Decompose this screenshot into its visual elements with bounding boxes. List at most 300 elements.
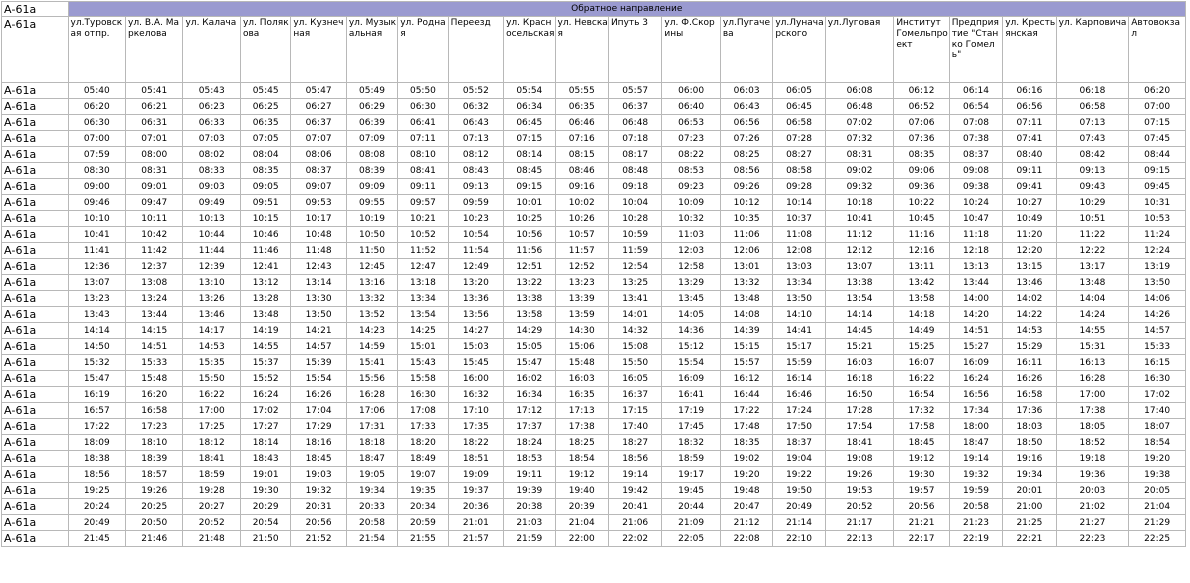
time-cell: 18:24 (504, 435, 555, 451)
time-cell: 19:04 (773, 451, 825, 467)
time-cell: 10:15 (240, 211, 290, 227)
row-route-label: А-61а (2, 259, 69, 275)
time-cell: 22:00 (555, 531, 608, 547)
time-cell: 06:32 (448, 99, 503, 115)
time-cell: 06:35 (555, 99, 608, 115)
time-cell: 14:36 (662, 323, 720, 339)
time-cell: 13:59 (555, 307, 608, 323)
time-cell: 17:37 (504, 419, 555, 435)
time-cell: 18:00 (949, 419, 1002, 435)
row-route-label: А-61а (2, 499, 69, 515)
time-cell: 13:08 (126, 275, 183, 291)
time-cell: 13:13 (949, 259, 1002, 275)
time-cell: 11:54 (448, 243, 503, 259)
time-cell: 21:57 (448, 531, 503, 547)
time-cell: 16:24 (949, 371, 1002, 387)
time-cell: 13:50 (291, 307, 346, 323)
time-cell: 17:13 (555, 403, 608, 419)
time-cell: 14:18 (894, 307, 949, 323)
time-cell: 10:09 (662, 195, 720, 211)
time-cell: 10:32 (662, 211, 720, 227)
time-cell: 08:53 (662, 163, 720, 179)
time-cell: 10:46 (240, 227, 290, 243)
time-cell: 21:59 (504, 531, 555, 547)
time-cell: 18:51 (448, 451, 503, 467)
time-cell: 07:36 (894, 131, 949, 147)
time-cell: 13:25 (608, 275, 661, 291)
time-cell: 21:14 (773, 515, 825, 531)
table-row (2, 163, 1186, 179)
time-cell: 07:05 (240, 131, 290, 147)
time-cell: 13:46 (183, 307, 240, 323)
time-cell: 09:43 (1056, 179, 1129, 195)
time-cell: 10:45 (894, 211, 949, 227)
time-cell: 08:08 (346, 147, 397, 163)
time-cell: 21:12 (720, 515, 772, 531)
time-cell: 06:45 (504, 115, 555, 131)
time-cell: 15:41 (346, 355, 397, 371)
time-cell: 14:55 (1056, 323, 1129, 339)
time-cell: 17:00 (1056, 387, 1129, 403)
time-cell: 19:39 (504, 483, 555, 499)
time-cell: 21:46 (126, 531, 183, 547)
time-cell: 11:08 (773, 227, 825, 243)
time-cell: 09:13 (1056, 163, 1129, 179)
table-row (2, 515, 1186, 531)
time-cell: 07:00 (1129, 99, 1186, 115)
time-cell: 14:49 (894, 323, 949, 339)
time-cell: 13:41 (608, 291, 661, 307)
time-cell: 14:53 (183, 339, 240, 355)
time-cell: 09:05 (240, 179, 290, 195)
time-cell: 20:49 (68, 515, 125, 531)
time-cell: 17:22 (68, 419, 125, 435)
table-row (2, 83, 1186, 99)
time-cell: 05:45 (240, 83, 290, 99)
time-cell: 12:45 (346, 259, 397, 275)
time-cell: 11:48 (291, 243, 346, 259)
time-cell: 18:41 (825, 435, 894, 451)
time-cell: 13:01 (720, 259, 772, 275)
time-cell: 13:20 (448, 275, 503, 291)
time-cell: 20:25 (126, 499, 183, 515)
time-cell: 14:30 (555, 323, 608, 339)
time-cell: 14:17 (183, 323, 240, 339)
time-cell: 05:52 (448, 83, 503, 99)
row-route-label: А-61а (2, 243, 69, 259)
time-cell: 20:49 (773, 499, 825, 515)
time-cell: 07:28 (773, 131, 825, 147)
header-route-label: А-61а (2, 17, 69, 83)
time-cell: 16:22 (894, 371, 949, 387)
time-cell: 11:20 (1003, 227, 1056, 243)
time-cell: 21:04 (1129, 499, 1186, 515)
time-cell: 12:36 (68, 259, 125, 275)
row-route-label: А-61а (2, 403, 69, 419)
time-cell: 19:20 (1129, 451, 1186, 467)
time-cell: 17:35 (448, 419, 503, 435)
time-cell: 20:36 (448, 499, 503, 515)
time-cell: 11:18 (949, 227, 1002, 243)
table-row (2, 403, 1186, 419)
time-cell: 06:58 (773, 115, 825, 131)
stop-header: Автовокзал (1129, 17, 1186, 83)
time-cell: 08:37 (949, 147, 1002, 163)
table-row (2, 243, 1186, 259)
time-cell: 10:35 (720, 211, 772, 227)
time-cell: 11:50 (346, 243, 397, 259)
row-route-label: А-61а (2, 195, 69, 211)
table-row (2, 275, 1186, 291)
time-cell: 14:57 (291, 339, 346, 355)
time-cell: 11:16 (894, 227, 949, 243)
time-cell: 19:03 (291, 467, 346, 483)
time-cell: 09:41 (1003, 179, 1056, 195)
time-cell: 14:05 (662, 307, 720, 323)
time-cell: 13:43 (68, 307, 125, 323)
table-row (2, 291, 1186, 307)
time-cell: 15:33 (126, 355, 183, 371)
time-cell: 20:38 (504, 499, 555, 515)
time-cell: 06:52 (894, 99, 949, 115)
row-route-label: А-61а (2, 179, 69, 195)
time-cell: 18:39 (126, 451, 183, 467)
row-route-label: А-61а (2, 211, 69, 227)
time-cell: 15:48 (126, 371, 183, 387)
time-cell: 16:30 (398, 387, 448, 403)
time-cell: 13:34 (773, 275, 825, 291)
time-cell: 15:01 (398, 339, 448, 355)
time-cell: 13:50 (1129, 275, 1186, 291)
time-cell: 10:50 (346, 227, 397, 243)
time-cell: 18:50 (1003, 435, 1056, 451)
time-cell: 17:31 (346, 419, 397, 435)
time-cell: 16:12 (720, 371, 772, 387)
time-cell: 13:54 (398, 307, 448, 323)
time-cell: 21:29 (1129, 515, 1186, 531)
time-cell: 13:48 (720, 291, 772, 307)
time-cell: 16:44 (720, 387, 772, 403)
time-cell: 13:22 (504, 275, 555, 291)
time-cell: 13:30 (291, 291, 346, 307)
time-cell: 17:22 (720, 403, 772, 419)
time-cell: 19:37 (448, 483, 503, 499)
time-cell: 12:16 (894, 243, 949, 259)
time-cell: 12:08 (773, 243, 825, 259)
time-cell: 20:05 (1129, 483, 1186, 499)
time-cell: 18:37 (773, 435, 825, 451)
time-cell: 15:50 (183, 371, 240, 387)
time-cell: 13:38 (825, 275, 894, 291)
time-cell: 15:59 (773, 355, 825, 371)
time-cell: 18:52 (1056, 435, 1129, 451)
time-cell: 12:18 (949, 243, 1002, 259)
time-cell: 22:21 (1003, 531, 1056, 547)
time-cell: 13:19 (1129, 259, 1186, 275)
stop-header: Ипуть 3 (608, 17, 661, 83)
time-cell: 22:25 (1129, 531, 1186, 547)
time-cell: 22:17 (894, 531, 949, 547)
time-cell: 15:06 (555, 339, 608, 355)
time-cell: 19:20 (720, 467, 772, 483)
time-cell: 22:10 (773, 531, 825, 547)
time-cell: 19:11 (504, 467, 555, 483)
time-cell: 07:06 (894, 115, 949, 131)
time-cell: 12:43 (291, 259, 346, 275)
time-cell: 12:12 (825, 243, 894, 259)
time-cell: 22:08 (720, 531, 772, 547)
table-row (2, 147, 1186, 163)
stop-header: ул. Полякова (240, 17, 290, 83)
time-cell: 17:06 (346, 403, 397, 419)
time-cell: 16:35 (555, 387, 608, 403)
time-cell: 09:49 (183, 195, 240, 211)
row-route-label: А-61а (2, 531, 69, 547)
time-cell: 15:15 (720, 339, 772, 355)
time-cell: 06:27 (291, 99, 346, 115)
time-cell: 06:43 (720, 99, 772, 115)
time-cell: 09:11 (1003, 163, 1056, 179)
time-cell: 06:48 (825, 99, 894, 115)
time-cell: 14:19 (240, 323, 290, 339)
time-cell: 17:12 (504, 403, 555, 419)
time-cell: 09:46 (68, 195, 125, 211)
time-cell: 16:03 (825, 355, 894, 371)
time-cell: 15:37 (240, 355, 290, 371)
time-cell: 16:37 (608, 387, 661, 403)
time-cell: 08:22 (662, 147, 720, 163)
time-cell: 07:11 (398, 131, 448, 147)
time-cell: 06:20 (68, 99, 125, 115)
time-cell: 18:45 (894, 435, 949, 451)
time-cell: 08:48 (608, 163, 661, 179)
row-route-label: А-61а (2, 323, 69, 339)
time-cell: 13:58 (894, 291, 949, 307)
time-cell: 17:08 (398, 403, 448, 419)
time-cell: 17:29 (291, 419, 346, 435)
table-row (2, 195, 1186, 211)
time-cell: 14:39 (720, 323, 772, 339)
time-cell: 07:01 (126, 131, 183, 147)
time-cell: 06:41 (398, 115, 448, 131)
time-cell: 13:18 (398, 275, 448, 291)
stop-header: ул. Кузнечная (291, 17, 346, 83)
time-cell: 09:45 (1129, 179, 1186, 195)
time-cell: 10:01 (504, 195, 555, 211)
time-cell: 15:39 (291, 355, 346, 371)
time-cell: 18:56 (608, 451, 661, 467)
time-cell: 06:37 (608, 99, 661, 115)
time-cell: 06:56 (720, 115, 772, 131)
time-cell: 10:51 (1056, 211, 1129, 227)
time-cell: 09:03 (183, 179, 240, 195)
table-row (2, 227, 1186, 243)
time-cell: 21:54 (346, 531, 397, 547)
time-cell: 17:33 (398, 419, 448, 435)
time-cell: 15:33 (1129, 339, 1186, 355)
time-cell: 16:11 (1003, 355, 1056, 371)
time-cell: 18:03 (1003, 419, 1056, 435)
time-cell: 06:03 (720, 83, 772, 99)
time-cell: 10:44 (183, 227, 240, 243)
time-cell: 13:42 (894, 275, 949, 291)
time-cell: 14:29 (504, 323, 555, 339)
time-cell: 14:08 (720, 307, 772, 323)
time-cell: 14:04 (1056, 291, 1129, 307)
stop-header: Предприятие "Станко Гомель" (949, 17, 1002, 83)
row-route-label: А-61а (2, 147, 69, 163)
time-cell: 18:57 (126, 467, 183, 483)
time-cell: 06:30 (398, 99, 448, 115)
time-cell: 10:49 (1003, 211, 1056, 227)
stop-header: ул.Туровская отпр. (68, 17, 125, 83)
time-cell: 13:44 (949, 275, 1002, 291)
time-cell: 14:25 (398, 323, 448, 339)
row-route-label: А-61а (2, 371, 69, 387)
time-cell: 05:55 (555, 83, 608, 99)
time-cell: 09:51 (240, 195, 290, 211)
time-cell: 10:28 (608, 211, 661, 227)
time-cell: 17:02 (240, 403, 290, 419)
time-cell: 06:16 (1003, 83, 1056, 99)
time-cell: 12:03 (662, 243, 720, 259)
time-cell: 19:53 (825, 483, 894, 499)
time-cell: 17:02 (1129, 387, 1186, 403)
time-cell: 06:18 (1056, 83, 1129, 99)
time-cell: 16:18 (825, 371, 894, 387)
time-cell: 16:34 (504, 387, 555, 403)
time-cell: 16:15 (1129, 355, 1186, 371)
time-cell: 14:51 (949, 323, 1002, 339)
time-cell: 16:41 (662, 387, 720, 403)
time-cell: 06:54 (949, 99, 1002, 115)
table-row (2, 259, 1186, 275)
time-cell: 09:09 (346, 179, 397, 195)
time-cell: 07:11 (1003, 115, 1056, 131)
time-cell: 13:17 (1056, 259, 1129, 275)
time-cell: 11:22 (1056, 227, 1129, 243)
time-cell: 13:14 (291, 275, 346, 291)
time-cell: 06:21 (126, 99, 183, 115)
time-cell: 11:59 (608, 243, 661, 259)
time-cell: 12:24 (1129, 243, 1186, 259)
time-cell: 10:56 (504, 227, 555, 243)
time-cell: 18:20 (398, 435, 448, 451)
time-cell: 18:05 (1056, 419, 1129, 435)
time-cell: 21:23 (949, 515, 1002, 531)
time-cell: 16:57 (68, 403, 125, 419)
time-cell: 18:54 (1129, 435, 1186, 451)
time-cell: 18:10 (126, 435, 183, 451)
time-cell: 19:02 (720, 451, 772, 467)
stop-header: ул. Родная (398, 17, 448, 83)
time-cell: 20:01 (1003, 483, 1056, 499)
time-cell: 22:05 (662, 531, 720, 547)
row-route-label: А-61а (2, 83, 69, 99)
time-cell: 17:00 (183, 403, 240, 419)
time-cell: 21:21 (894, 515, 949, 531)
time-cell: 08:35 (240, 163, 290, 179)
title-row (2, 2, 1186, 17)
row-route-label: А-61а (2, 435, 69, 451)
time-cell: 19:30 (894, 467, 949, 483)
time-cell: 13:44 (126, 307, 183, 323)
time-cell: 16:05 (608, 371, 661, 387)
time-cell: 07:13 (1056, 115, 1129, 131)
time-cell: 18:38 (68, 451, 125, 467)
time-cell: 16:30 (1129, 371, 1186, 387)
time-cell: 19:28 (183, 483, 240, 499)
time-cell: 06:46 (555, 115, 608, 131)
time-cell: 08:37 (291, 163, 346, 179)
time-cell: 16:54 (894, 387, 949, 403)
stop-header: ул. Невская (555, 17, 608, 83)
time-cell: 10:57 (555, 227, 608, 243)
time-cell: 18:25 (555, 435, 608, 451)
table-row (2, 371, 1186, 387)
time-cell: 10:31 (1129, 195, 1186, 211)
time-cell: 14:10 (773, 307, 825, 323)
row-route-label: А-61а (2, 291, 69, 307)
time-cell: 18:49 (398, 451, 448, 467)
time-cell: 17:48 (720, 419, 772, 435)
time-cell: 09:18 (608, 179, 661, 195)
time-cell: 15:05 (504, 339, 555, 355)
time-cell: 14:53 (1003, 323, 1056, 339)
time-cell: 15:58 (398, 371, 448, 387)
time-cell: 22:13 (825, 531, 894, 547)
time-cell: 14:21 (291, 323, 346, 339)
row-route-label: А-61а (2, 163, 69, 179)
time-cell: 17:32 (894, 403, 949, 419)
time-cell: 13:32 (720, 275, 772, 291)
time-cell: 21:06 (608, 515, 661, 531)
time-cell: 21:09 (662, 515, 720, 531)
time-cell: 18:43 (240, 451, 290, 467)
time-cell: 19:26 (825, 467, 894, 483)
time-cell: 19:36 (1056, 467, 1129, 483)
time-cell: 09:15 (1129, 163, 1186, 179)
time-cell: 14:27 (448, 323, 503, 339)
time-cell: 13:38 (504, 291, 555, 307)
time-cell: 19:05 (346, 467, 397, 483)
time-cell: 09:47 (126, 195, 183, 211)
time-cell: 08:33 (183, 163, 240, 179)
time-cell: 18:14 (240, 435, 290, 451)
time-cell: 20:59 (398, 515, 448, 531)
time-cell: 11:44 (183, 243, 240, 259)
row-route-label: А-61а (2, 355, 69, 371)
time-cell: 07:02 (825, 115, 894, 131)
row-route-label: А-61а (2, 419, 69, 435)
time-cell: 17:38 (555, 419, 608, 435)
row-route-label: А-61а (2, 483, 69, 499)
time-cell: 19:45 (662, 483, 720, 499)
time-cell: 10:11 (126, 211, 183, 227)
time-cell: 13:12 (240, 275, 290, 291)
time-cell: 06:34 (504, 99, 555, 115)
time-cell: 20:41 (608, 499, 661, 515)
row-route-label: А-61а (2, 115, 69, 131)
time-cell: 15:25 (894, 339, 949, 355)
time-cell: 05:40 (68, 83, 125, 99)
time-cell: 19:16 (1003, 451, 1056, 467)
time-cell: 06:23 (183, 99, 240, 115)
time-cell: 15:54 (291, 371, 346, 387)
table-row (2, 419, 1186, 435)
time-cell: 18:22 (448, 435, 503, 451)
row-route-label: А-61а (2, 227, 69, 243)
